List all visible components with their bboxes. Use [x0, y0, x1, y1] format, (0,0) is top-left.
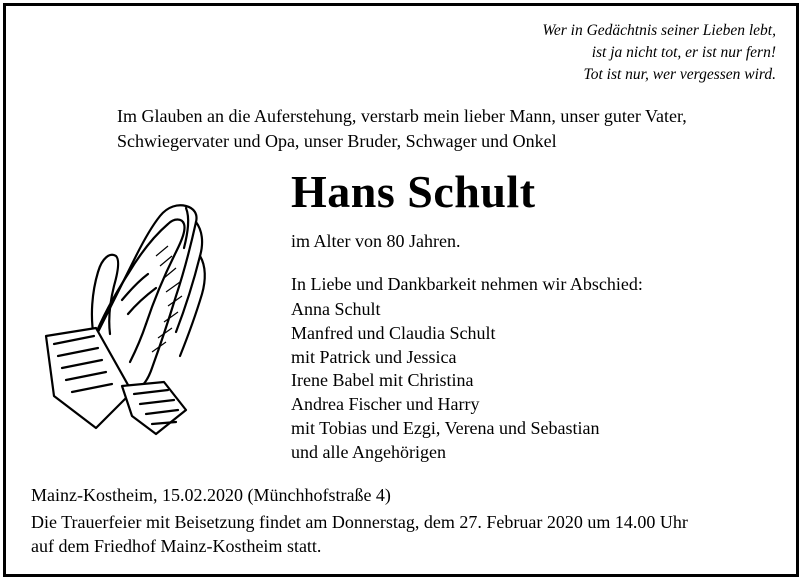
- mourner-entry: mit Tobias und Ezgi, Verena und Sebastian: [291, 417, 600, 438]
- intro-line: Im Glauben an die Auferstehung, verstarb mein lieber Mann, unser guter Vater,: [117, 106, 687, 126]
- mourner-entry: Manfred und Claudia Schult: [291, 322, 496, 343]
- mourner-entry: Andrea Fischer und Harry: [291, 394, 480, 415]
- praying-hands-icon: [36, 196, 216, 436]
- place-and-date: Mainz-Kostheim, 15.02.2020 (Münchhofstraße 4): [31, 485, 391, 505]
- ceremony-line: auf dem Friedhof Mainz-Kostheim statt.: [31, 536, 322, 556]
- mourners-list: [291, 298, 600, 465]
- intro-text: [117, 104, 777, 154]
- mourner-entry: und alle Angehörigen: [291, 441, 446, 462]
- memorial-quote: [542, 20, 776, 86]
- farewell-heading: In Liebe und Dankbarkeit nehmen wir Abschied:: [291, 274, 643, 294]
- mourner-entry: mit Patrick und Jessica: [291, 346, 457, 367]
- ceremony-info: [31, 510, 791, 558]
- deceased-name: Hans Schult: [291, 166, 536, 217]
- quote-line: Tot ist nur, wer vergessen wird.: [583, 66, 776, 83]
- quote-line: ist ja nicht tot, er ist nur fern!: [591, 44, 776, 61]
- quote-line: Wer in Gedächtnis seiner Lieben lebt,: [542, 22, 776, 39]
- mourner-entry: Irene Babel mit Christina: [291, 370, 474, 391]
- intro-line: Schwiegervater und Opa, unser Bruder, Schwager und Onkel: [117, 131, 557, 151]
- age-text: im Alter von 80 Jahren.: [291, 231, 461, 251]
- ceremony-line: Die Trauerfeier mit Beisetzung findet am Donnerstag, dem 27. Februar 2020 um 14.00 Uhr: [31, 512, 688, 532]
- mourner-entry: Anna Schult: [291, 299, 381, 319]
